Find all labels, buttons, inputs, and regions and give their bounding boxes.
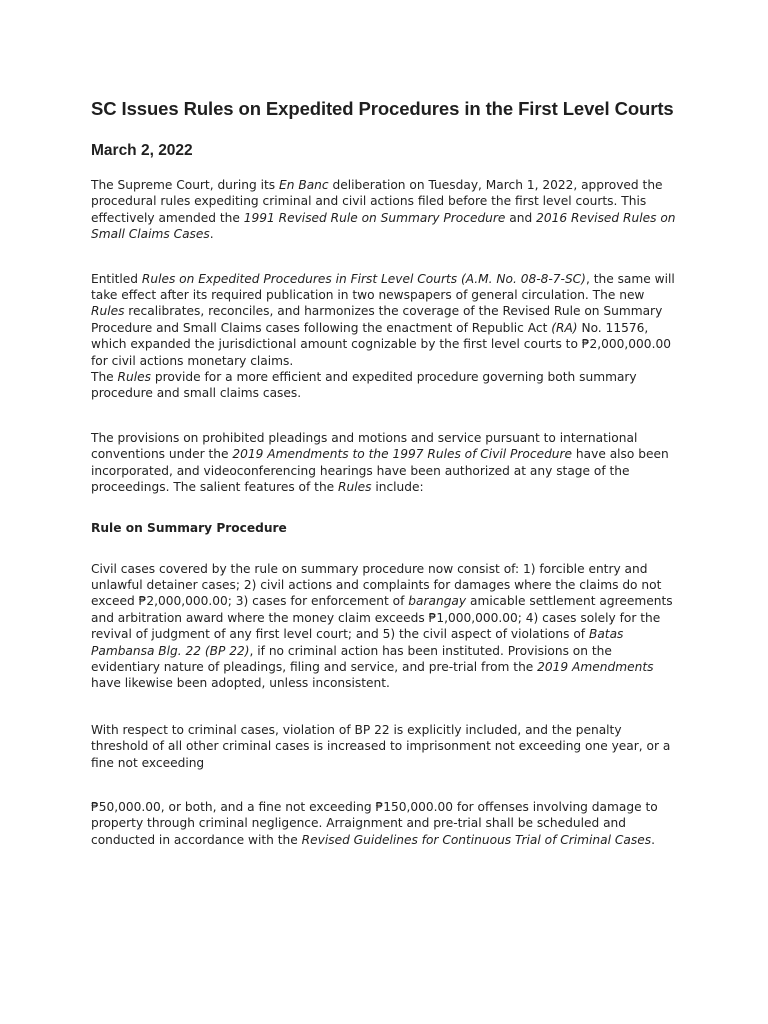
paragraph-fines: ₱50,000.00, or both, and a fine not exceeding ₱150,000.00 for offenses involving damage to property through criminal negligence. Arraignment and pre-trial shall be scheduled and conducted in accordance with the Revised Guidelines for Continuous Trial of Criminal Cases.: [91, 799, 658, 847]
paragraph-criminal-cases: With respect to criminal cases, violation of BP 22 is explicitly included, and the penalty threshold of all other criminal cases is increased to imprisonment not exceeding one year, or a fine not exceeding: [91, 722, 671, 770]
article-date: March 2, 2022: [91, 142, 193, 159]
paragraph-provisions: The provisions on prohibited pleadings and motions and service pursuant to international conventions under the 2019 Amendments to the 1997 Rules of Civil Procedure have also been incorporated, and videoconferencing hearings have been authorized at any stage of the proceedings. The salient features of the Rules include:: [91, 430, 669, 495]
document-page: [91, 95, 681, 848]
paragraph-civil-cases: Civil cases covered by the rule on summary procedure now consist of: 1) forcible entry and unlawful detainer cases; 2) civil actions and complaints for damages where the claims do not exceed ₱2,000,000.00; 3) cases for enforcement of barangay amicable settlement agreements and arbitration award where the money claim exceeds ₱1,000,000.00; 4) cases solely for the revival of judgment of any first level court; and 5) the civil aspect of violations of Batas Pambansa Blg. 22 (BP 22), if no criminal action has been instituted. Provisions on the evidentiary nature of pleadings, filing and service, and pre-trial from the 2019 Amendments have likewise been adopted, unless inconsistent.: [91, 561, 673, 691]
paragraph-entitled: Entitled Rules on Expedited Procedures in First Level Courts (A.M. No. 08-8-7-SC), the same will take effect after its required publication in two newspapers of general circulation. The new Rules recalibrates, reconciles, and harmonizes the coverage of the Revised Rule on Summary Procedure and Small Claims cases following the enactment of Republic Act (RA) No. 11576, which expanded the jurisdictional amount cognizable by the first level courts to ₱2,000,000.00 for civil actions monetary claims. The Rules provide for a more efficient and expedited procedure governing both summary procedure and small claims cases.: [91, 271, 675, 401]
article-title: SC Issues Rules on Expedited Procedures in the First Level Courts: [91, 98, 674, 119]
paragraph-intro: The Supreme Court, during its En Banc deliberation on Tuesday, March 1, 2022, approved the procedural rules expediting criminal and civil actions filed before the first level courts. This effectively amended the 1991 Revised Rule on Summary Procedure and 2016 Revised Rules on Small Claims Cases.: [91, 178, 676, 242]
section-heading-summary-procedure: Rule on Summary Procedure: [91, 520, 287, 535]
